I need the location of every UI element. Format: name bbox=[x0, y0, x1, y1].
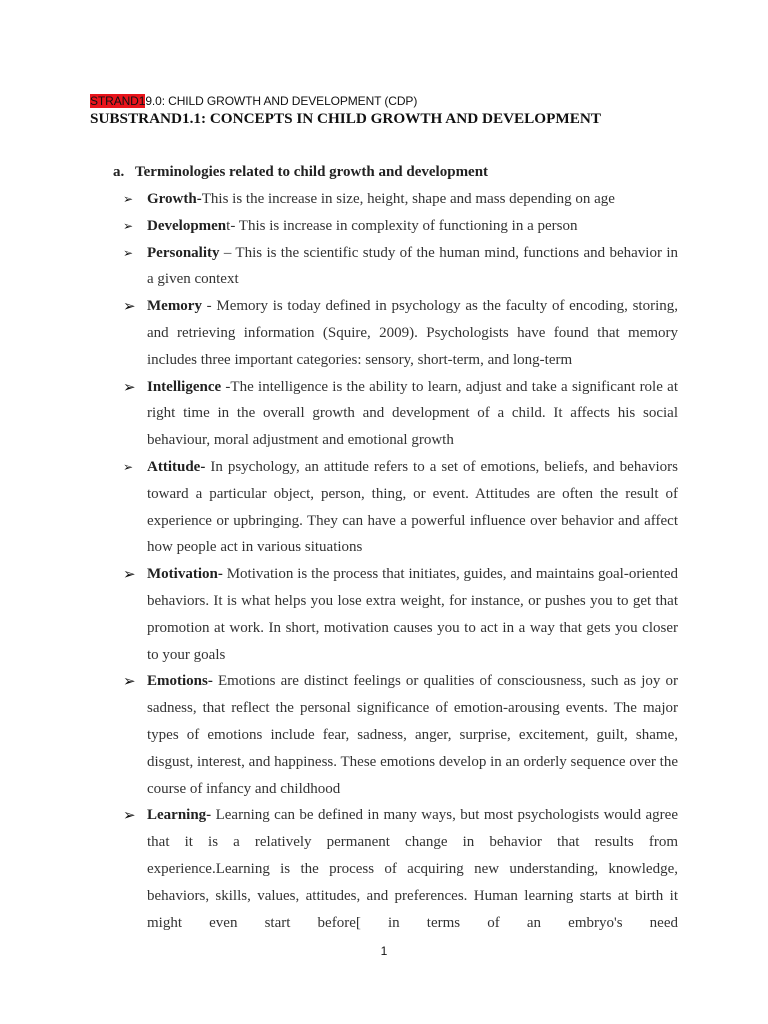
arrow-bullet-icon: ➢ bbox=[123, 377, 136, 396]
list-item-motivation bbox=[123, 561, 678, 668]
term-emotions: Emotions- bbox=[147, 673, 213, 690]
list-item-personality bbox=[123, 240, 678, 294]
arrow-bullet-icon: ➢ bbox=[123, 565, 136, 584]
terminology-list bbox=[123, 186, 678, 936]
arrow-bullet-icon: ➢ bbox=[123, 245, 134, 260]
definition-intelligence: -The intelligence is the ability to learn, adjust and take a significant role at right time in the overall growth and development of a child. It affects his social behaviour, moral adjustment and emotional growth bbox=[147, 378, 678, 449]
section-title: Terminologies related to child growth and development bbox=[135, 164, 489, 180]
list-item-growth bbox=[123, 186, 678, 213]
definition-attitude: In psychology, an attitude refers to a set of emotions, beliefs, and behaviors toward a particular object, person, thing, or event. Attitudes are often the result of experience or upbringing. They can have a powerful influence over behavior and affect how people act in various situations bbox=[147, 458, 678, 556]
definition-growth: This is the increase in size, height, shape and mass depending on age bbox=[201, 191, 615, 207]
list-item-development bbox=[123, 213, 678, 240]
definition-learning: Learning can be defined in many ways, but most psychologists would agree that it is a relatively permanent change in behavior that results from experience.Learning is the process of acquiring new understanding, knowledge, behaviors, skills, values, attitudes, and preferences. Human learning starts at birth it might even start before[ in terms of an embryo's need bbox=[147, 807, 678, 931]
list-item-emotions bbox=[123, 668, 678, 802]
strand-heading bbox=[90, 94, 417, 108]
definition-development: t- This is increase in complexity of functioning in a person bbox=[226, 217, 578, 234]
definition-emotions: Emotions are distinct feelings or qualities of consciousness, such as joy or sadness, that reflect the personal significance of emotion-arousing events. The major types of emotions include fear, sadness, anger, surprise, excitement, guilt, shame, disgust, interest, and happiness. These emotions develop in an orderly sequence over the course of infancy and childhood bbox=[147, 673, 678, 797]
strand-title: 9.0: CHILD GROWTH AND DEVELOPMENT (CDP) bbox=[145, 94, 418, 108]
section-label: a. bbox=[113, 164, 125, 180]
arrow-bullet-icon: ➢ bbox=[123, 297, 136, 316]
arrow-bullet-icon: ➢ bbox=[123, 192, 134, 206]
list-item-memory bbox=[123, 293, 678, 373]
page-number: 1 bbox=[380, 944, 388, 958]
arrow-bullet-icon: ➢ bbox=[123, 459, 134, 474]
list-item-learning bbox=[123, 802, 678, 936]
list-item-intelligence bbox=[123, 374, 678, 454]
section-heading bbox=[113, 164, 488, 181]
definition-memory: - Memory is today defined in psychology as the faculty of encoding, storing, and retrieving information (Squire, 2009). Psychologists have found that memory includes three important categories: sensory, short-term, and long-term bbox=[147, 298, 678, 368]
term-intelligence: Intelligence bbox=[147, 378, 222, 395]
term-memory: Memory bbox=[147, 298, 202, 315]
substrand-heading: SUBSTRAND1.1: CONCEPTS IN CHILD GROWTH AND DEVELOPMENT bbox=[90, 110, 601, 127]
term-development: Developmen bbox=[147, 217, 227, 234]
arrow-bullet-icon: ➢ bbox=[123, 806, 136, 825]
term-attitude: Attitude- bbox=[147, 458, 206, 475]
term-learning: Learning- bbox=[147, 807, 212, 824]
term-personality: Personality bbox=[147, 244, 220, 261]
term-motivation: Motivation- bbox=[147, 566, 223, 583]
arrow-bullet-icon: ➢ bbox=[123, 672, 136, 691]
definition-personality: – This is the scientific study of the human mind, functions and behavior in a given context bbox=[147, 244, 678, 288]
arrow-bullet-icon: ➢ bbox=[123, 218, 134, 233]
strand-highlight: STRAND1 bbox=[90, 94, 146, 108]
term-growth: Growth- bbox=[147, 191, 202, 207]
definition-motivation: Motivation is the process that initiates, guides, and maintains goal-oriented behaviors. It is what helps you lose extra weight, for instance, or pushes you to get that promotion at work. In short, motivation causes you to act in a way that gets you closer to your goals bbox=[147, 566, 678, 663]
list-item-attitude bbox=[123, 454, 678, 561]
